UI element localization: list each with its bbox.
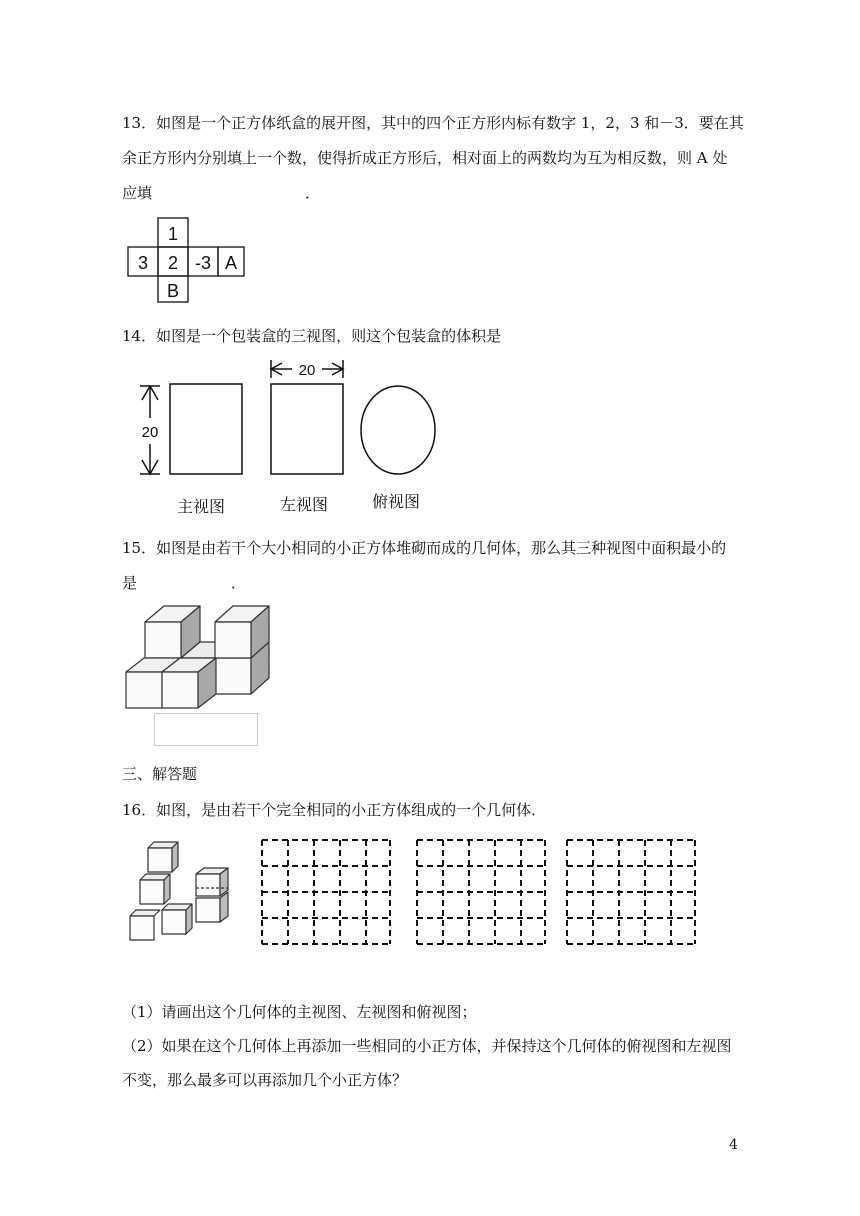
q16-text: 16．如图，是由若干个完全相同的小正方体组成的一个几何体． bbox=[122, 801, 547, 819]
net-label-center: 2 bbox=[167, 253, 179, 273]
net-label-top: 1 bbox=[167, 224, 179, 244]
net-label-right2: A bbox=[224, 253, 238, 273]
q16-sub1: （1）请画出这个几何体的主视图、左视图和俯视图； bbox=[122, 1003, 477, 1021]
dim-width-label: 20 bbox=[298, 362, 316, 379]
grid-front-view[interactable] bbox=[262, 840, 390, 944]
front-view-rect bbox=[170, 384, 242, 474]
q14-text: 14．如图是一个包装盒的三视图，则这个包装盒的体积是 bbox=[122, 327, 502, 345]
grid-top-view[interactable] bbox=[567, 840, 695, 944]
q13-line3-prefix: 应填 bbox=[122, 184, 153, 202]
net-label-right1: -3 bbox=[194, 253, 212, 273]
left-view-rect bbox=[271, 384, 343, 474]
q15-line2-suffix: ． bbox=[231, 574, 247, 592]
page-number: 4 bbox=[729, 1137, 738, 1153]
q13-line3-suffix: ． bbox=[305, 184, 321, 202]
grid-left-view[interactable] bbox=[417, 840, 545, 944]
answer-box bbox=[154, 713, 258, 746]
drawing-grids bbox=[258, 836, 708, 952]
net-label-bottom: B bbox=[166, 281, 180, 301]
q15-line1: 15．如图是由若干个大小相同的小正方体堆砌而成的几何体，那么其三种视图中面积最小的 bbox=[122, 539, 727, 557]
section-title: 三、解答题 bbox=[122, 765, 198, 783]
q13-line1: 13．如图是一个正方体纸盒的展开图，其中的四个正方形内标有数字 1，2，3 和－3．要在其 bbox=[122, 114, 744, 132]
dim-height-label: 20 bbox=[141, 424, 159, 441]
q16-sub2-line1: （2）如果在这个几何体上再添加一些相同的小正方体，并保持这个几何体的俯视图和左视图 bbox=[122, 1037, 732, 1055]
q15-line2-prefix: 是 bbox=[122, 574, 138, 592]
q16-sub2-line2: 不变，那么最多可以再添加几个小正方体？ bbox=[122, 1071, 408, 1089]
net-label-left: 3 bbox=[137, 253, 149, 273]
caption-top-view: 俯视图 bbox=[372, 492, 421, 511]
cube-stack-figure bbox=[122, 836, 242, 951]
q13-line2: 余正方形内分别填上一个数，使得折成正方形后，相对面上的两数均为互为相反数，则 A 处 bbox=[122, 149, 728, 167]
caption-left-view: 左视图 bbox=[280, 495, 329, 514]
top-view-circle bbox=[361, 386, 435, 474]
caption-front-view: 主视图 bbox=[177, 497, 226, 516]
cube-net-figure bbox=[122, 216, 252, 306]
